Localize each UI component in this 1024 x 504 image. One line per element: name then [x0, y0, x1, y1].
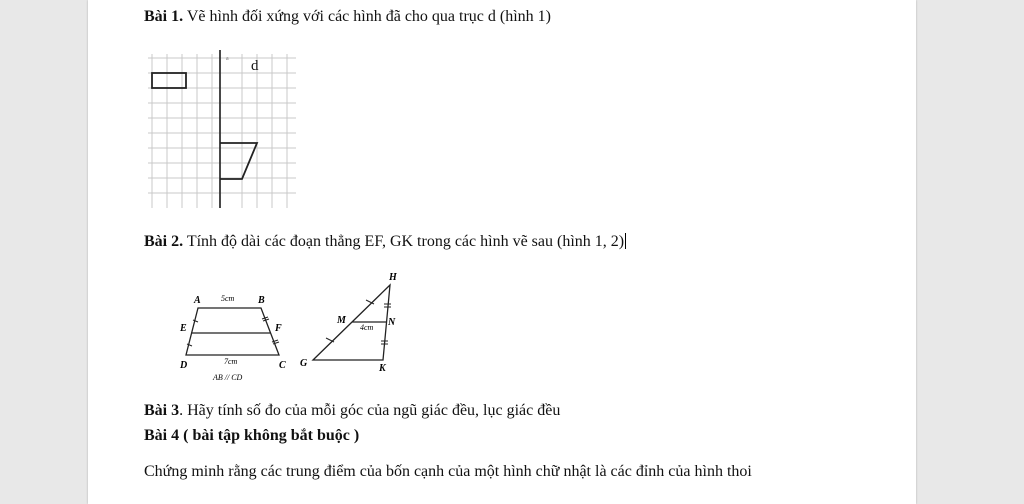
exercise-3-text: . Hãy tính số đo của mỗi góc của ngũ giác đều, lục giác đều [179, 402, 561, 419]
exercise-1-label: Bài 1. [144, 8, 184, 25]
exercise-4-title [144, 427, 359, 445]
exercise-1-text: Vẽ hình đối xứng với các hình đã cho qua trục d (hình 1) [183, 8, 551, 25]
vertex-N: N [388, 317, 396, 328]
vertex-M: M [337, 315, 346, 326]
triangle-figure [293, 268, 403, 378]
document-page [88, 0, 916, 504]
corner-mark: a [226, 56, 229, 62]
vertex-G: G [300, 358, 308, 369]
vertex-D: D [180, 360, 188, 371]
exercise-2-label: Bài 2. [144, 233, 184, 250]
exercise-4-label: Bài 4 ( bài tập không bắt buộc ) [144, 427, 360, 444]
vertex-B: B [258, 295, 265, 306]
parallel-note: AB // CD [213, 373, 243, 382]
top-length-label: 5cm [221, 294, 235, 303]
exercise-2-text: Tính độ dài các đoạn thẳng EF, GK trong các hình vẽ sau (hình 1, 2) [183, 233, 625, 250]
text-cursor [625, 233, 626, 249]
exercise-3-label: Bài 3 [144, 402, 180, 419]
exercise-3 [144, 402, 560, 420]
grid-figure [148, 48, 298, 210]
vertex-F: F [275, 323, 282, 334]
vertex-H: H [389, 272, 397, 283]
exercise-2 [144, 233, 626, 251]
axis-label: d [251, 58, 259, 74]
vertex-K: K [379, 363, 386, 374]
mn-length-label: 4cm [360, 323, 374, 332]
rectangle-shape [152, 73, 186, 88]
vertex-C: C [279, 360, 286, 371]
vertex-E: E [180, 323, 187, 334]
exercise-4-text: Chứng minh rằng các trung điểm của bốn cạnh của một hình chữ nhật là các đỉnh của hình thoi [144, 463, 752, 480]
vertex-A: A [194, 295, 201, 306]
exercise-1 [144, 8, 551, 26]
trapezoid-figure [176, 286, 296, 386]
bottom-length-label: 7cm [224, 357, 238, 366]
